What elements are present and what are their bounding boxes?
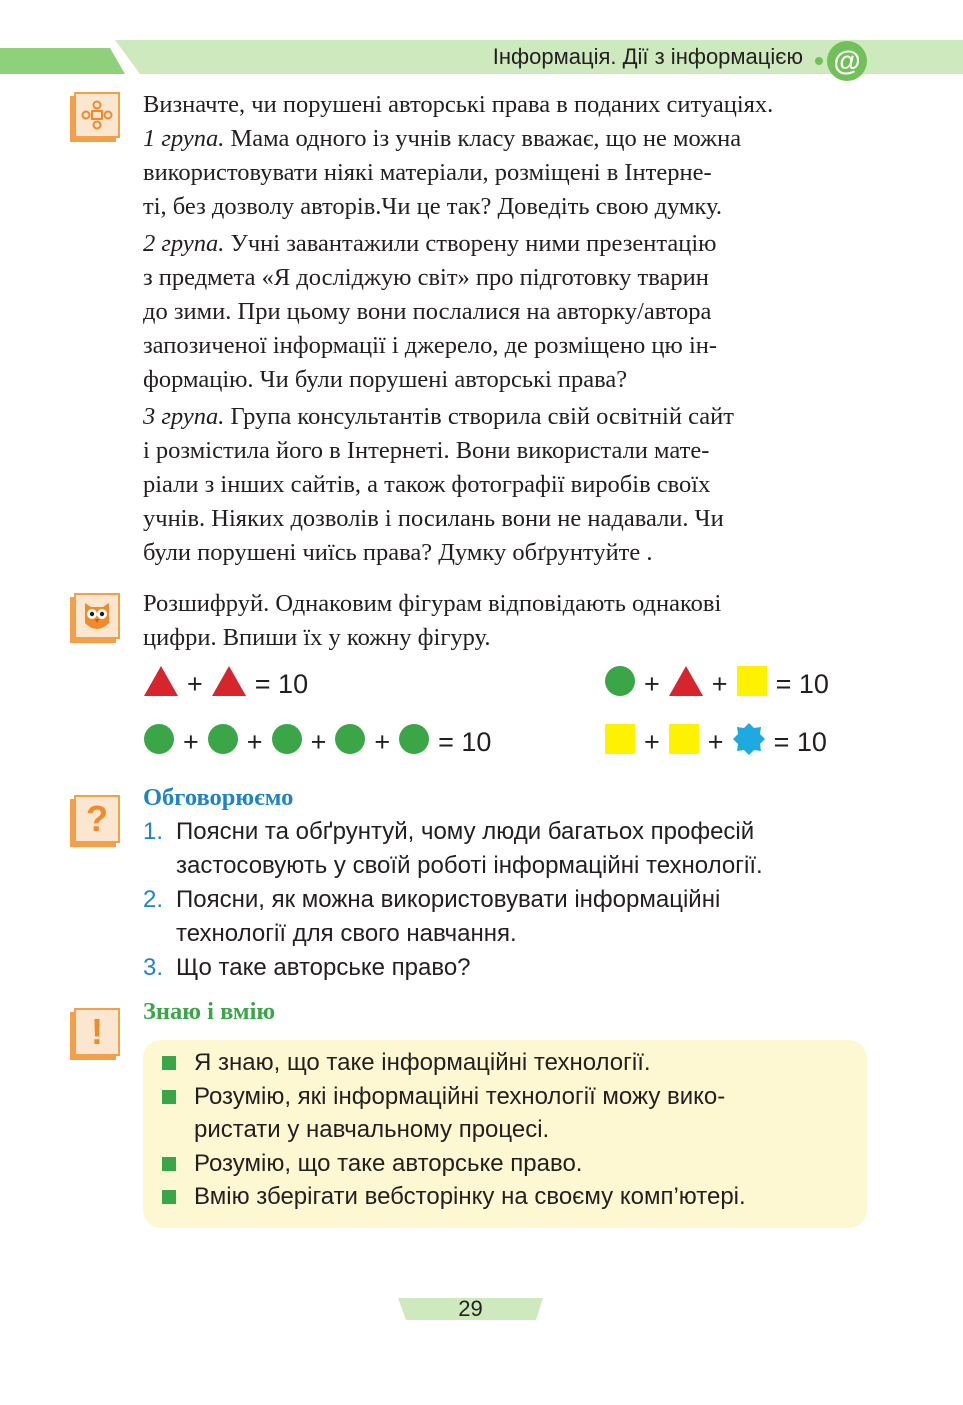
plus-sign: +: [711, 668, 728, 699]
item-line: застосовують у своїй роботі інформаційні технології.: [176, 852, 763, 879]
know-item: [162, 1080, 852, 1147]
task2-block: [143, 587, 867, 655]
group-text-line: Група консультантів створила свій освітній сайт: [230, 403, 734, 430]
plus-sign: +: [374, 726, 391, 757]
group-label: 3 група.: [143, 403, 225, 430]
item-line: Поясни, як можна використовувати інформаційні: [176, 886, 721, 913]
equation-result: = 10: [773, 726, 827, 757]
at-icon: @: [827, 41, 867, 81]
circle-shape[interactable]: [604, 665, 636, 704]
header-dot: [815, 57, 823, 65]
triangle-shape[interactable]: [668, 665, 704, 704]
know-item: [162, 1147, 852, 1181]
circle-shape[interactable]: [271, 723, 303, 762]
group-text-line: з предмета «Я досліджую світ» про підготовку тварин: [143, 264, 709, 291]
item-line: ристати у навчальному процесі.: [194, 1116, 550, 1143]
plus-sign: +: [246, 726, 263, 757]
discussion-item: [143, 951, 867, 985]
task1-block: [143, 88, 867, 570]
item-line: Розумію, які інформаційні технології можу вико-: [194, 1082, 726, 1110]
know-list: [162, 1046, 852, 1214]
equation-result: = 10: [254, 668, 309, 699]
bullet-square: [162, 1056, 176, 1070]
plus-sign: +: [644, 726, 660, 757]
group-text-line: ріали з інших сайтів, а також фотографії виробів своїх: [143, 471, 711, 498]
group-label: 1 група.: [143, 125, 225, 152]
plus-sign: +: [310, 726, 327, 757]
discussion-item: [143, 883, 867, 951]
plus-sign: +: [644, 668, 660, 699]
know-item: [162, 1180, 852, 1214]
item-line: Що таке авторське право?: [176, 954, 471, 981]
discussion-item: [143, 815, 867, 883]
item-number: 3.: [143, 954, 164, 981]
task1-group-3: [143, 400, 867, 570]
task2-line: цифри. Впиши їх у кожну фігуру.: [143, 624, 491, 651]
item-line: Вмію зберігати вебсторінку на своєму комп’ютері.: [194, 1183, 746, 1210]
group-text-line: до зими. При цьому вони послалися на авторку/автора: [143, 298, 712, 325]
circle-shape[interactable]: [334, 723, 366, 762]
plus-sign: +: [187, 668, 203, 699]
plus-sign: +: [707, 726, 724, 757]
square-shape[interactable]: [604, 723, 636, 762]
item-number: 2.: [143, 886, 164, 913]
triangle-shape[interactable]: [143, 665, 179, 704]
exclamation-icon: !: [74, 1008, 120, 1056]
item-line: Розумію, що таке авторське право.: [194, 1149, 583, 1177]
know-item: [162, 1046, 852, 1080]
owl-icon: [74, 593, 120, 639]
question-icon: ?: [74, 795, 120, 843]
plus-sign: +: [183, 726, 199, 757]
equation-4: [604, 722, 829, 762]
square-shape[interactable]: [736, 665, 768, 704]
group-work-icon: [74, 92, 120, 138]
bullet-square: [162, 1157, 176, 1171]
equation-result: = 10: [438, 726, 492, 757]
square-shape[interactable]: [668, 723, 700, 762]
group-text-line: ті, без дозволу авторів.Чи це так? Доведіть свою думку.: [143, 193, 723, 220]
group-text-line: і розмістила його в Інтернеті. Вони використали мате-: [143, 437, 710, 464]
header-title: Інформація. Дії з інформацією: [492, 44, 803, 69]
item-line: Поясни та обґрунтуй, чому люди багатьох професій: [176, 818, 755, 845]
group-text-line: Мама одного із учнів класу вважає, що не можна: [230, 125, 742, 152]
equation-2: [604, 664, 831, 704]
equation-3: [143, 722, 493, 762]
task1-intro: Визначте, чи порушені авторські права в поданих ситуаціях.: [143, 91, 774, 118]
equation-result: = 10: [775, 668, 829, 699]
task1-group-1: [143, 122, 867, 224]
circle-shape[interactable]: [207, 723, 239, 762]
group-text-line: запозиченої інформації і джерело, де розміщено цю ін-: [143, 332, 718, 359]
octagon-shape[interactable]: [732, 722, 766, 763]
group-text-line: були порушені чиїсь права? Думку обґрунтуйте .: [143, 539, 653, 566]
circle-shape[interactable]: [398, 723, 430, 762]
item-number: 1.: [143, 818, 164, 845]
page-number: 29: [458, 1296, 483, 1321]
group-text-line: Учні завантажили створену ними презентацію: [230, 230, 717, 257]
group-text-line: використовувати ніякі матеріали, розміщені в Інтерне-: [143, 159, 712, 186]
bullet-square: [162, 1090, 176, 1104]
group-text-line: формацію. Чи були порушені авторські права?: [143, 366, 628, 393]
group-label: 2 група.: [143, 230, 225, 257]
discussion-list: [143, 815, 867, 985]
item-line: технології для свого навчання.: [176, 920, 517, 947]
item-line: Я знаю, що таке інформаційні технології.: [194, 1049, 651, 1076]
task2-line: Розшифруй. Однаковим фігурам відповідають однакові: [143, 590, 722, 617]
know-title: Знаю і вмію: [143, 998, 276, 1025]
task1-group-2: [143, 227, 867, 397]
group-text-line: учнів. Ніяких дозволів і посилань вони не надавали. Чи: [143, 505, 724, 532]
discussion-title: Обговорюємо: [143, 784, 294, 811]
bullet-square: [162, 1190, 176, 1204]
equation-1: [143, 664, 310, 704]
triangle-shape[interactable]: [211, 665, 247, 704]
circle-shape[interactable]: [143, 723, 175, 762]
